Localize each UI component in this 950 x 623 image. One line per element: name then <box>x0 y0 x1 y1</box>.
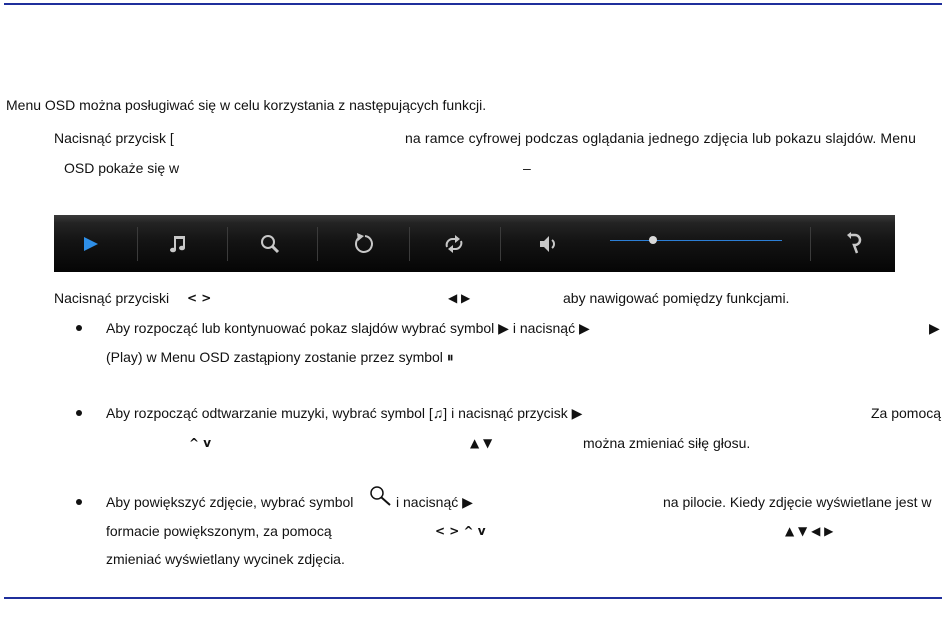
bullet2-line1: Aby rozpocząć odtwarzanie muzyki, wybrać symbol [♫] i nacisnąć przycisk ▶ <box>106 405 583 421</box>
music-note-icon[interactable] <box>166 231 192 257</box>
bullet2-triangle-keys: ▲ ▼ <box>470 436 493 450</box>
bullet3-line3: zmieniać wyświetlany wycinek zdjęcia. <box>106 551 345 567</box>
bullet1-line2: (Play) w Menu OSD zastąpiony zostanie przez symbol ⏸ <box>106 349 454 365</box>
bottom-rule <box>4 597 942 599</box>
repeat-icon[interactable] <box>441 231 467 257</box>
rotate-icon[interactable] <box>351 231 377 257</box>
separator <box>409 227 410 261</box>
bullet3-arrow-keys: < > ^ v <box>435 524 486 538</box>
separator <box>317 227 318 261</box>
bullet1-line1: Aby rozpocząć lub kontynuować pokaz slajdów wybrać symbol ▶ i nacisnąć ▶ <box>106 320 590 336</box>
nav-arrow-keys: < > <box>187 291 212 305</box>
para1-start: Nacisnąć przycisk [ <box>54 130 174 146</box>
bullet2-line2: można zmieniać siłę głosu. <box>583 435 751 451</box>
bullet3-line1-mid: i nacisnąć ▶ <box>396 494 473 510</box>
osd-shine <box>54 215 895 223</box>
nav-triangle-keys: ◀ ▶ <box>448 291 471 305</box>
bullet-point <box>76 410 82 416</box>
para1-end: na ramce cyfrowej podczas oglądania jednego zdjęcia lub pokazu slajdów. Menu <box>405 130 917 146</box>
nav-text: Nacisnąć przyciski <box>54 290 170 306</box>
bullet3-line1-end: na pilocie. Kiedy zdjęcie wyświetlane jest w <box>663 494 932 510</box>
osd-menu-bar <box>54 215 895 272</box>
return-icon[interactable] <box>842 231 868 257</box>
play-icon[interactable] <box>78 231 104 257</box>
bullet3-line2: formacie powiększonym, za pomocą <box>106 523 332 539</box>
bullet-point <box>76 325 82 331</box>
top-rule <box>4 3 942 5</box>
bullet-point <box>76 499 82 505</box>
separator <box>137 227 138 261</box>
bullet3-triangle-keys: ▲ ▼ ◀ ▶ <box>785 524 834 538</box>
bullet2-arrow-keys: ^ v <box>189 436 212 450</box>
para1-line2: OSD pokaże się w <box>64 160 180 176</box>
nav-text-end: aby nawigować pomiędzy funkcjami. <box>563 290 790 306</box>
separator <box>810 227 811 261</box>
magnifier-icon <box>368 484 394 508</box>
separator <box>227 227 228 261</box>
intro-text: Menu OSD można posługiwać się w celu korzystania z następujących funkcji. <box>6 97 487 113</box>
zoom-icon[interactable] <box>257 231 283 257</box>
para1-dash: – <box>523 160 531 176</box>
separator <box>500 227 501 261</box>
volume-icon[interactable] <box>536 231 562 257</box>
volume-slider-track[interactable] <box>610 240 782 241</box>
bullet1-play-symbol: ▶ <box>929 320 940 336</box>
volume-slider-handle[interactable] <box>649 236 657 244</box>
bullet2-line1-end: Za pomocą <box>871 405 942 421</box>
bullet3-line1: Aby powiększyć zdjęcie, wybrać symbol <box>106 494 354 510</box>
